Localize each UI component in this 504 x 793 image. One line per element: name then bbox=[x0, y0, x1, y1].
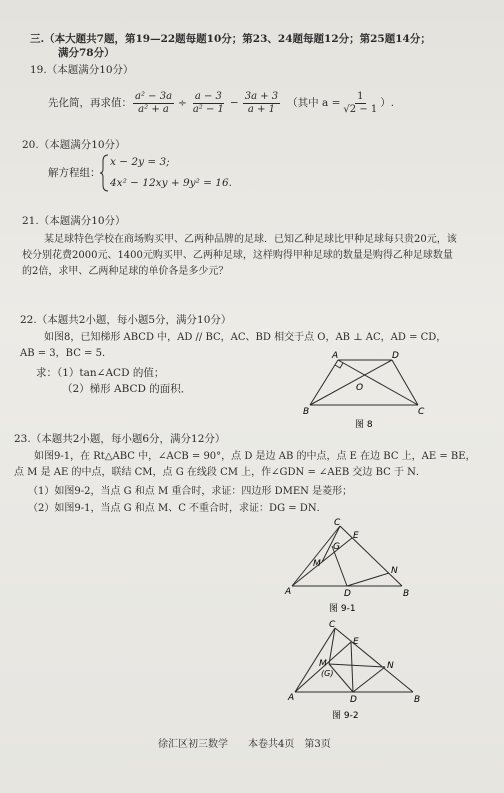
fig8-side-AB bbox=[310, 360, 338, 405]
fig91-segment-GD bbox=[332, 546, 347, 586]
q23-part-2: （2）如图9-1，当点 G 和点 M、C 不重合时，求证：DG = DN． bbox=[28, 503, 327, 514]
fig92-label-A: A bbox=[288, 693, 295, 703]
q19-title: 19.（本题满分10分） bbox=[30, 64, 134, 76]
fig91-label-B: B bbox=[403, 589, 410, 599]
fig8-label-D: D bbox=[392, 351, 399, 361]
fig91-label-A: A bbox=[285, 587, 292, 597]
fig92-label-D: D bbox=[350, 695, 357, 705]
fig91-label-G: G bbox=[333, 542, 340, 552]
fig92-caption: 图 9-2 bbox=[332, 711, 359, 721]
q23-line-1: 如图9-1，在 Rt△ABC 中，∠ACB = 90°，点 D 是边 AB 的中点，点 E 在边 BC 上，AE = BE， bbox=[34, 451, 476, 462]
q22-line-1: 如图8，已知梯形 ABCD 中，AD // BC，AC、BD 相交于点 O，AB ⊥ AC，AD = CD， bbox=[44, 332, 447, 343]
q19-condition-fraction: $\frac{1}{√2 - 1}$ bbox=[343, 90, 378, 115]
fig92-label-N: N bbox=[387, 661, 394, 671]
q21-title: 21.（本题满分10分） bbox=[22, 215, 126, 227]
fig92-label-E: E bbox=[353, 637, 359, 647]
q23-line-2: 点 M 是 AE 的中点，联结 CM，点 G 在线段 CM 上，作∠GDN = ∠AEB 交边 BC 于 N． bbox=[14, 467, 426, 478]
fig91-segment-DN bbox=[347, 573, 389, 586]
q20-title: 20.（本题满分10分） bbox=[22, 139, 126, 151]
fig92-segment-ED bbox=[351, 642, 353, 692]
q19-expression: 先化简，再求值： $\frac{\text{a² − 3a}}{\text{a² + a}}$ ÷ $\frac{a - 3}{\text{a² − 1}}$ − $\frac{3a + 3}{a + 1}$ （其中 a = $\frac{1}{√2 - 1}$ ）. bbox=[48, 90, 395, 115]
fig8-caption: 图 8 bbox=[355, 420, 373, 430]
fig91-side-CA bbox=[292, 526, 340, 586]
q23-title: 23.（本题共2小题，每小题6分，满分12分） bbox=[14, 433, 226, 445]
q19-fraction-2: $\frac{a - 3}{\text{a² − 1}}$ bbox=[192, 90, 224, 115]
q21-line-3: 的2倍，求甲、乙两种足球的单价各是多少元？ bbox=[22, 266, 229, 277]
section-total: 满分78分） bbox=[58, 47, 115, 59]
q20-brace bbox=[100, 153, 110, 193]
q20-prompt: 解方程组： bbox=[48, 167, 101, 179]
fig92-segment-DN bbox=[353, 667, 385, 692]
fig8-label-C: C bbox=[418, 407, 425, 417]
fig91-label-N: N bbox=[391, 566, 398, 576]
fig8-label-A: A bbox=[332, 351, 339, 361]
page-footer: 徐汇区初三数学 本卷共4页 第3页 bbox=[158, 739, 331, 750]
fig91-label-E: E bbox=[353, 531, 359, 541]
fig92-segment-MN bbox=[329, 664, 385, 667]
fig8-label-B: B bbox=[303, 407, 310, 417]
fig91-caption: 图 9-1 bbox=[329, 604, 356, 614]
q21-line-2: 校分别花费2000元、1400元购买甲、乙两种足球，这样购得甲种足球的数量是购得乙种足球数量 bbox=[22, 250, 453, 261]
figure-9-1 bbox=[282, 518, 422, 618]
fig92-label-G: (G) bbox=[321, 669, 334, 678]
fig91-label-C: C bbox=[334, 518, 341, 528]
q20-equation-2: 4x² − 12xy + 9y² = 16. bbox=[110, 177, 232, 189]
fig91-side-CB bbox=[340, 526, 402, 586]
fig92-label-B: B bbox=[414, 695, 421, 705]
section-header: 三.（本大题共7题，第19—22题每题10分；第23、24题每题12分；第25题14分； bbox=[30, 33, 431, 45]
figure-9-2 bbox=[285, 618, 425, 726]
q19-prompt: 先化简，再求值： bbox=[48, 97, 132, 109]
q22-ask-2: （2）梯形 ABCD 的面积． bbox=[62, 383, 192, 395]
fig92-side-CB bbox=[335, 628, 413, 692]
figure-8 bbox=[300, 350, 440, 432]
fig8-label-O: O bbox=[356, 383, 364, 393]
fig91-label-M: M bbox=[313, 559, 321, 569]
fig91-label-D: D bbox=[344, 589, 351, 599]
q22-line-2: AB = 3，BC = 5． bbox=[20, 348, 112, 359]
fig92-side-CA bbox=[295, 628, 335, 692]
q23-part-1: （1）如图9-2，当点 G 和点 M 重合时，求证：四边形 DMEN 是菱形； bbox=[28, 486, 353, 497]
q19-fraction-3: $\frac{3a + 3}{a + 1}$ bbox=[244, 90, 279, 115]
q19-fraction-1: $\frac{\text{a² − 3a}}{\text{a² + a}}$ bbox=[135, 90, 173, 115]
q22-ask-1: 求：（1）tan∠ACD 的值； bbox=[36, 367, 165, 379]
q19-condition-post: ）. bbox=[380, 97, 395, 109]
fig92-label-M: M bbox=[319, 659, 327, 669]
q21-line-1: 某足球特色学校在商场购买甲、乙两种品牌的足球．已知乙种足球比甲种足球每只贵20元，该 bbox=[44, 234, 457, 245]
q19-condition-pre: （其中 a = bbox=[287, 97, 341, 109]
q20-equation-1: x − 2y = 3; bbox=[110, 156, 170, 168]
q22-title: 22.（本题共2小题，每小题5分，满分10分） bbox=[20, 314, 232, 326]
fig92-label-C: C bbox=[329, 620, 336, 630]
